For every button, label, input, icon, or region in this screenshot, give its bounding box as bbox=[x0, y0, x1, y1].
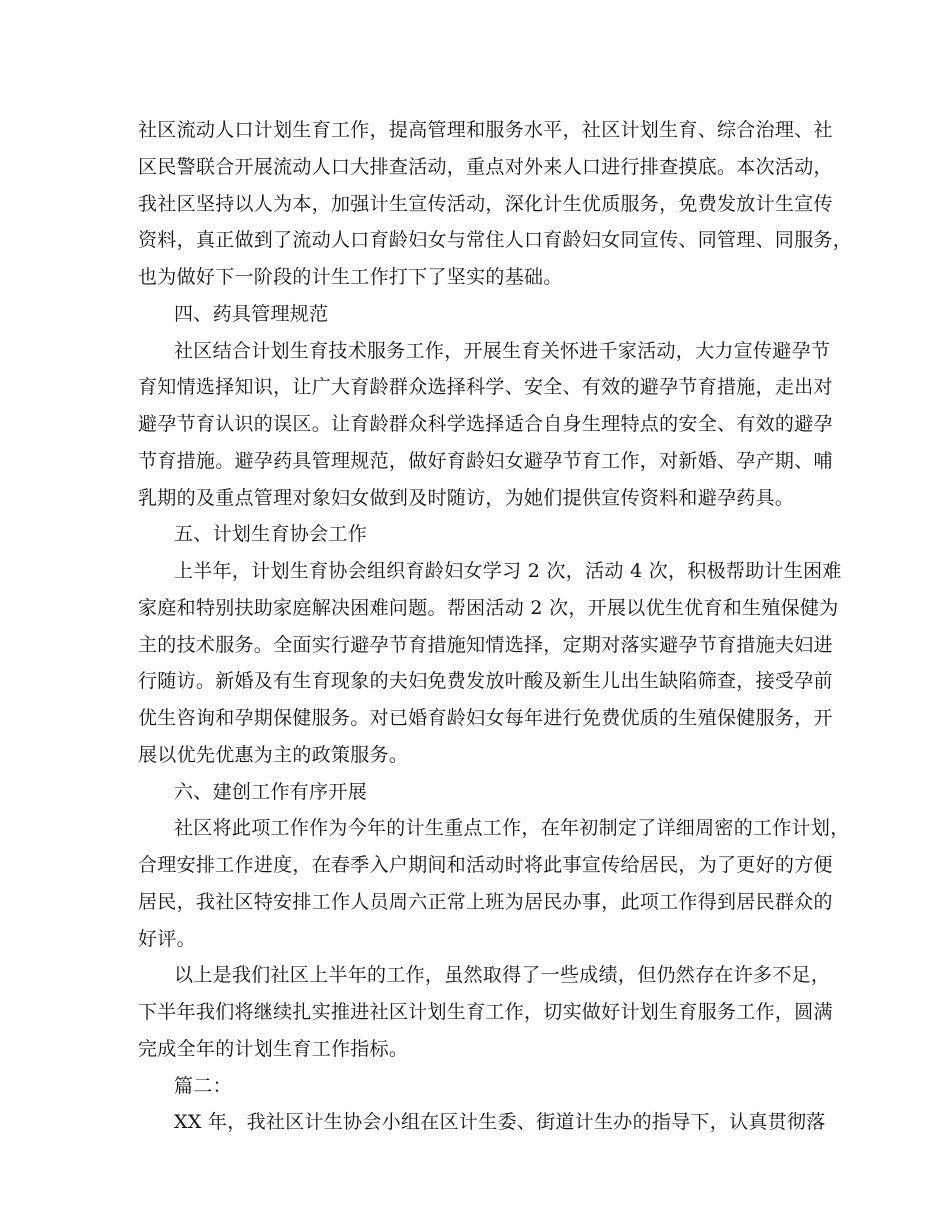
text-line: 我社区坚持以人为本，加强计生宣传活动，深化计生优质服务，免费发放计生宣传 bbox=[138, 192, 833, 215]
text-line: 五、计划生育协会工作 bbox=[174, 523, 368, 546]
text-line: 居民，我社区特安排工作人员周六正常上班为居民办事，此项工作得到居民群众的 bbox=[138, 890, 833, 913]
text-line: 篇二： bbox=[174, 1074, 232, 1097]
text-line: 社区流动人口计划生育工作，提高管理和服务水平，社区计划生育、综合治理、社 bbox=[138, 119, 833, 141]
text-line: 主的技术服务。全面实行避孕节育措施知情选择，定期对落实避孕节育措施夫妇进 bbox=[138, 633, 833, 656]
text-line: 合理安排工作进度，在春季入户期间和活动时将此事宣传给居民，为了更好的方便 bbox=[138, 854, 833, 876]
text-line: 行随访。新婚及有生育现象的夫妇免费发放叶酸及新生儿出生缺陷筛查，接受孕前 bbox=[138, 670, 833, 693]
text-line: XX 年，我社区计生协会小组在区计生委、街道计生办的指导下，认真贯彻落 bbox=[174, 1111, 826, 1134]
text-line: 区民警联合开展流动人口大排查活动，重点对外来人口进行排查摸底。本次活动， bbox=[138, 155, 833, 178]
text-line: 节育措施。避孕药具管理规范，做好育龄妇女避孕节育工作，对新婚、孕产期、哺 bbox=[138, 449, 833, 472]
text-line: 四、药具管理规范 bbox=[174, 302, 329, 325]
text-line: 社区将此项工作作为今年的计生重点工作，在年初制定了详细周密的工作计划， bbox=[174, 817, 850, 840]
text-line: 资料，真正做到了流动人口育龄妇女与常住人口育龄妇女同宣传、同管理、同服务， bbox=[138, 229, 853, 252]
text-line: 展以优先优惠为主的政策服务。 bbox=[138, 743, 409, 766]
text-line: 避孕节育认识的误区。让育龄群众科学选择适合自身生理特点的安全、有效的避孕 bbox=[138, 413, 833, 435]
text-line: 完成全年的计划生育工作指标。 bbox=[138, 1037, 409, 1060]
text-line: 家庭和特别扶助家庭解决困难问题。帮困活动 2 次，开展以优生优育和生殖保健为 bbox=[138, 596, 839, 619]
text-line: 下半年我们将继续扎实推进社区计划生育工作，切实做好计划生育服务工作，圆满 bbox=[138, 1001, 833, 1023]
text-line: 六、建创工作有序开展 bbox=[174, 780, 368, 803]
text-line: 以上是我们社区上半年的工作，虽然取得了一些成绩，但仍然存在许多不足， bbox=[174, 964, 831, 987]
text-line: 也为做好下一阶段的计生工作打下了坚实的基础。 bbox=[138, 266, 563, 288]
text-line: 优生咨询和孕期保健服务。对已婚育龄妇女每年进行免费优质的生殖保健服务，开 bbox=[138, 707, 833, 729]
text-line: 育知情选择知识，让广大育龄群众选择科学、安全、有效的避孕节育措施，走出对 bbox=[138, 376, 833, 399]
text-line: 乳期的及重点管理对象妇女做到及时随访，为她们提供宣传资料和避孕药具。 bbox=[138, 486, 795, 509]
text-line: 社区结合计划生育技术服务工作，开展生育关怀进千家活动，大力宣传避孕节 bbox=[174, 339, 831, 362]
text-line: 好评。 bbox=[138, 927, 196, 950]
text-line: 上半年，计划生育协会组织育龄妇女学习 2 次，活动 4 次，积极帮助计生困难 bbox=[174, 560, 842, 582]
